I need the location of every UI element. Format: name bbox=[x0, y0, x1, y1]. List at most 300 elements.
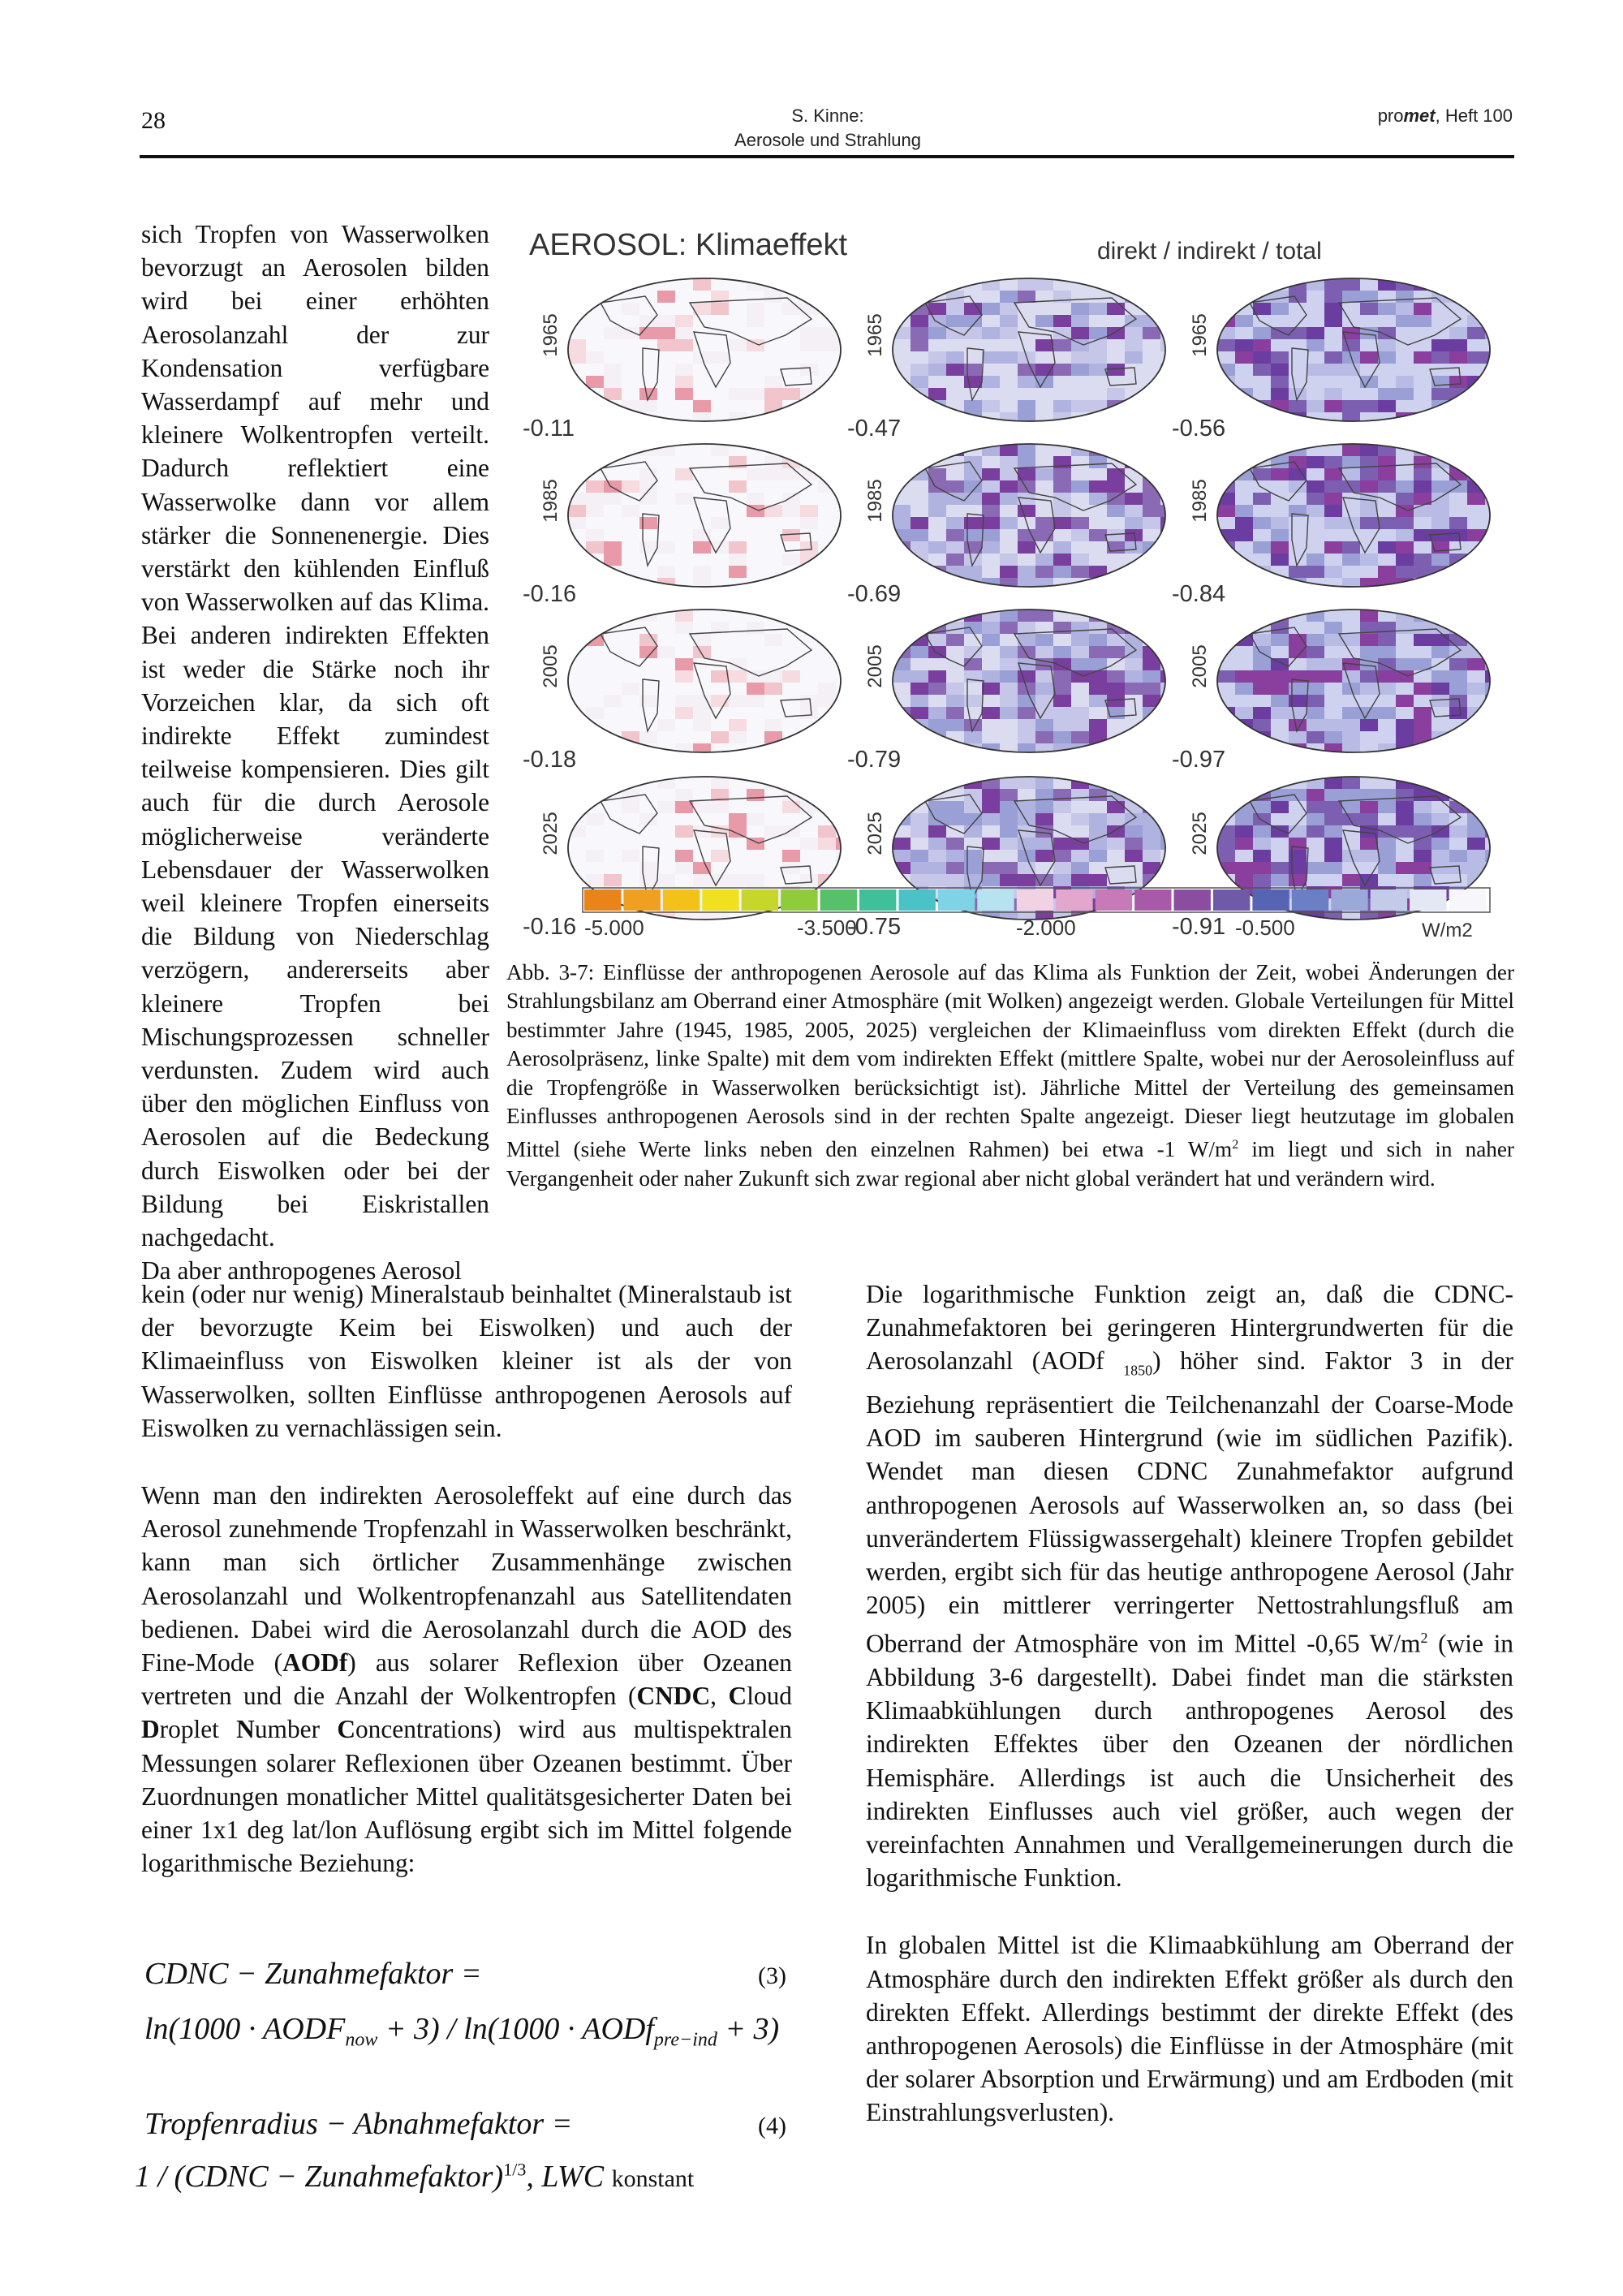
map-cell bbox=[893, 456, 911, 468]
map-cell bbox=[782, 801, 800, 813]
map-cell bbox=[1000, 670, 1018, 683]
map-cell bbox=[1217, 388, 1235, 400]
map-cell bbox=[800, 874, 818, 886]
map-cell bbox=[1089, 862, 1107, 874]
map-cell bbox=[782, 670, 800, 683]
map-cell bbox=[1018, 278, 1035, 291]
map-cell bbox=[1160, 777, 1178, 789]
map-cell bbox=[1160, 468, 1178, 480]
map-cell bbox=[1485, 468, 1503, 480]
map-cell bbox=[1235, 743, 1253, 756]
map-cell bbox=[1018, 291, 1035, 303]
map-cell bbox=[946, 707, 964, 719]
map-cell bbox=[946, 813, 964, 825]
map-cell bbox=[1485, 529, 1503, 541]
map-cell bbox=[1396, 541, 1414, 554]
map-cell bbox=[946, 412, 964, 424]
year-label: 1985 bbox=[1189, 479, 1211, 523]
map-cell bbox=[1143, 789, 1160, 801]
map-cell bbox=[568, 351, 586, 364]
map-cell bbox=[911, 541, 928, 554]
map-cell bbox=[1431, 339, 1449, 351]
map-cell bbox=[1089, 838, 1107, 850]
map-cell bbox=[1485, 554, 1503, 566]
map-cell bbox=[1143, 850, 1160, 862]
map-cell bbox=[1324, 683, 1342, 695]
map-cell bbox=[1143, 683, 1160, 695]
map-cell bbox=[800, 327, 818, 339]
map-cell bbox=[1107, 554, 1125, 566]
map-cell bbox=[1342, 707, 1360, 719]
map-cell bbox=[1107, 862, 1125, 874]
map-cell bbox=[1000, 622, 1018, 634]
map-cell bbox=[982, 315, 1000, 327]
map-cell bbox=[1035, 351, 1053, 364]
map-cell bbox=[982, 554, 1000, 566]
map-cell bbox=[1143, 456, 1160, 468]
map-cell bbox=[729, 670, 747, 683]
map-cell bbox=[1271, 480, 1289, 493]
map-cell bbox=[1431, 444, 1449, 456]
map-cell bbox=[1000, 862, 1018, 874]
map-cell bbox=[764, 456, 782, 468]
map-cell bbox=[1431, 315, 1449, 327]
map-cell bbox=[1360, 400, 1378, 412]
map-cell bbox=[1378, 505, 1396, 517]
map-cell bbox=[1414, 707, 1431, 719]
map-cell bbox=[1414, 695, 1431, 707]
map-cell bbox=[1396, 789, 1414, 801]
map-cell bbox=[1378, 388, 1396, 400]
map-cell bbox=[1378, 303, 1396, 315]
map-cell bbox=[911, 400, 928, 412]
map-cell bbox=[604, 743, 622, 756]
map-cell bbox=[1253, 327, 1271, 339]
map-cell bbox=[1467, 327, 1485, 339]
map-cell bbox=[911, 578, 928, 590]
map-cell bbox=[1378, 801, 1396, 813]
map-cell bbox=[1342, 388, 1360, 400]
equation-4-number: (4) bbox=[758, 2113, 786, 2139]
map-cell bbox=[1342, 670, 1360, 683]
map-cell bbox=[818, 554, 836, 566]
map-cell bbox=[982, 327, 1000, 339]
map-cell bbox=[946, 719, 964, 731]
colorbar-swatch bbox=[584, 890, 621, 911]
map-cell bbox=[604, 376, 622, 388]
map-cell bbox=[1143, 566, 1160, 578]
map-cell bbox=[1125, 695, 1143, 707]
map-cell bbox=[1160, 874, 1178, 886]
global-mean-value: -0.16 bbox=[523, 914, 577, 940]
map-cell bbox=[982, 456, 1000, 468]
map-cell bbox=[1431, 743, 1449, 756]
map-cell bbox=[1035, 303, 1053, 315]
map-cell bbox=[1307, 493, 1324, 505]
map-cell bbox=[1253, 850, 1271, 862]
map-cell bbox=[1324, 731, 1342, 743]
map-cell bbox=[1378, 634, 1396, 646]
map-cell bbox=[1125, 743, 1143, 756]
map-cell bbox=[1000, 707, 1018, 719]
map-cell bbox=[1125, 400, 1143, 412]
map-cell bbox=[911, 743, 928, 756]
eq-part: + 3) / ln(1000 · AODf bbox=[377, 2012, 654, 2046]
map-cell bbox=[1271, 670, 1289, 683]
map-cell bbox=[675, 364, 693, 376]
map-cell bbox=[1053, 303, 1071, 315]
map-cell bbox=[893, 801, 911, 813]
map-cell bbox=[1449, 578, 1467, 590]
equation-3-number: (3) bbox=[758, 1962, 786, 1989]
map-cell bbox=[1089, 541, 1107, 554]
eq-part: + 3) bbox=[717, 2012, 780, 2046]
map-cell bbox=[1342, 646, 1360, 658]
header-title: Aerosole und Strahlung bbox=[734, 130, 921, 150]
map-cell bbox=[800, 707, 818, 719]
map-cell bbox=[1071, 801, 1089, 813]
map-cell bbox=[911, 566, 928, 578]
map-cell bbox=[1035, 683, 1053, 695]
map-cell bbox=[1414, 683, 1431, 695]
map-cell bbox=[1449, 541, 1467, 554]
map-cell bbox=[639, 468, 657, 480]
map-cell bbox=[1324, 719, 1342, 731]
map-cell bbox=[982, 339, 1000, 351]
map-cell bbox=[675, 695, 693, 707]
map-cell bbox=[1449, 610, 1467, 622]
map-cell bbox=[1324, 862, 1342, 874]
map-cell bbox=[1324, 315, 1342, 327]
map-cell bbox=[764, 731, 782, 743]
map-cell bbox=[928, 658, 946, 670]
map-cell bbox=[1125, 707, 1143, 719]
map-cell bbox=[1071, 554, 1089, 566]
map-cell bbox=[1271, 578, 1289, 590]
map-cell bbox=[946, 670, 964, 683]
map-cell bbox=[782, 505, 800, 517]
map-cell bbox=[568, 731, 586, 743]
map-cell bbox=[1324, 529, 1342, 541]
map-cell bbox=[1035, 480, 1053, 493]
map-cell bbox=[1414, 517, 1431, 529]
map-cell bbox=[1467, 578, 1485, 590]
map-cell bbox=[1143, 278, 1160, 291]
colorbar-swatch bbox=[1331, 890, 1367, 911]
map-cell bbox=[836, 456, 854, 468]
map-cell bbox=[1035, 670, 1053, 683]
map-cell bbox=[1449, 838, 1467, 850]
map-cell bbox=[946, 801, 964, 813]
map-cell bbox=[818, 444, 836, 456]
map-cell bbox=[586, 529, 604, 541]
map-cell bbox=[729, 388, 747, 400]
map-cell bbox=[1324, 456, 1342, 468]
map-cell bbox=[1018, 874, 1035, 886]
map-cell bbox=[1217, 622, 1235, 634]
colorbar-swatch bbox=[663, 890, 700, 911]
map-cell bbox=[622, 480, 639, 493]
map-cell bbox=[1053, 554, 1071, 566]
map-cell bbox=[1467, 658, 1485, 670]
map-cell bbox=[1018, 813, 1035, 825]
map-cell bbox=[1053, 327, 1071, 339]
map-cell bbox=[1396, 480, 1414, 493]
map-cell bbox=[1449, 493, 1467, 505]
map-cell bbox=[1307, 291, 1324, 303]
map-cell bbox=[1307, 468, 1324, 480]
map-cell bbox=[1289, 801, 1307, 813]
map-cell bbox=[639, 517, 657, 529]
map-cell bbox=[675, 622, 693, 634]
map-cell bbox=[1018, 388, 1035, 400]
map-cell bbox=[1235, 456, 1253, 468]
map-cell bbox=[747, 388, 764, 400]
map-cell bbox=[711, 670, 729, 683]
map-cell bbox=[1143, 777, 1160, 789]
map-cell bbox=[1307, 719, 1324, 731]
map-cell bbox=[1160, 315, 1178, 327]
map-cell bbox=[1342, 566, 1360, 578]
colorbar-swatch bbox=[1449, 890, 1486, 911]
map-cell bbox=[1485, 456, 1503, 468]
map-cell bbox=[1485, 743, 1503, 756]
map-cell bbox=[1089, 364, 1107, 376]
map-cell bbox=[1431, 695, 1449, 707]
map-cell bbox=[1143, 838, 1160, 850]
map-cell bbox=[1107, 505, 1125, 517]
map-cell bbox=[1125, 339, 1143, 351]
map-cell bbox=[1000, 351, 1018, 364]
colorbar-tick-label: -2.000 bbox=[1016, 915, 1076, 940]
global-mean-value: -0.91 bbox=[1172, 914, 1226, 940]
map-cell bbox=[711, 444, 729, 456]
map-cell bbox=[911, 862, 928, 874]
map-cell bbox=[693, 862, 711, 874]
map-cell bbox=[1071, 825, 1089, 838]
map-cell bbox=[1396, 468, 1414, 480]
map-cell bbox=[1107, 303, 1125, 315]
map-cell bbox=[928, 862, 946, 874]
map-cell bbox=[1071, 634, 1089, 646]
map-cell bbox=[1271, 541, 1289, 554]
map-cell bbox=[911, 670, 928, 683]
map-cell bbox=[928, 777, 946, 789]
map-cell bbox=[764, 468, 782, 480]
map-cell bbox=[982, 838, 1000, 850]
map-cell bbox=[1071, 456, 1089, 468]
year-label: 2005 bbox=[1189, 644, 1211, 688]
map-cell bbox=[1253, 862, 1271, 874]
map-cell bbox=[586, 351, 604, 364]
map-cell bbox=[1378, 315, 1396, 327]
map-cell bbox=[836, 838, 854, 850]
map-cell bbox=[1396, 303, 1414, 315]
sup: 2 bbox=[1420, 1630, 1428, 1647]
map-cell bbox=[1396, 695, 1414, 707]
map-cell bbox=[729, 339, 747, 351]
colorbar-swatch bbox=[1056, 890, 1092, 911]
map-cell bbox=[928, 339, 946, 351]
map-cell bbox=[1089, 517, 1107, 529]
map-cell bbox=[586, 376, 604, 388]
map-cell bbox=[1467, 825, 1485, 838]
map-cell bbox=[1035, 850, 1053, 862]
map-cell bbox=[586, 444, 604, 456]
map-cell bbox=[1253, 777, 1271, 789]
map-cell bbox=[1107, 850, 1125, 862]
map-cell bbox=[1378, 554, 1396, 566]
map-cell bbox=[1000, 364, 1018, 376]
map-cell bbox=[800, 838, 818, 850]
global-mean-value: -0.97 bbox=[1172, 747, 1226, 773]
map-cell bbox=[1307, 303, 1324, 315]
map-cell bbox=[1160, 813, 1178, 825]
map-cell bbox=[1271, 444, 1289, 456]
map-cell bbox=[1089, 388, 1107, 400]
map-cell bbox=[1107, 517, 1125, 529]
map-cell bbox=[928, 554, 946, 566]
map-cell bbox=[893, 339, 911, 351]
map-cell bbox=[964, 731, 982, 743]
map-cell bbox=[1071, 480, 1089, 493]
map-cell bbox=[586, 400, 604, 412]
map-cell bbox=[1125, 541, 1143, 554]
map-cell bbox=[893, 719, 911, 731]
map-cell bbox=[693, 541, 711, 554]
map-cell bbox=[964, 566, 982, 578]
paragraph: kein (oder nur wenig) Mineralstaub beinhaltet (Mineralstaub ist der bevorzugte Keim bei Eiswolken) und auch der Klimaeinfluss von Eiswolken kleiner ist als der von Wasserwolken, sollten Einflüsse anthropogenen Aerosols auf Eiswolken zu vernachlässigen sein. bbox=[141, 1280, 792, 1442]
map-cell bbox=[982, 801, 1000, 813]
global-mean-value: -0.75 bbox=[847, 914, 902, 940]
map-cell bbox=[818, 291, 836, 303]
map-cell bbox=[1378, 825, 1396, 838]
map-cell bbox=[836, 339, 854, 351]
map-cell bbox=[1018, 412, 1035, 424]
map-cell bbox=[1125, 351, 1143, 364]
map-cell bbox=[1485, 412, 1503, 424]
map-cell bbox=[1271, 388, 1289, 400]
map-cell bbox=[1107, 444, 1125, 456]
map-cell bbox=[1449, 850, 1467, 862]
map-cell bbox=[729, 695, 747, 707]
map-cell bbox=[1160, 646, 1178, 658]
map-cell bbox=[1018, 646, 1035, 658]
map-cell bbox=[1089, 303, 1107, 315]
map-cell bbox=[657, 646, 675, 658]
map-cell bbox=[1289, 327, 1307, 339]
map-cell bbox=[911, 376, 928, 388]
map-cell bbox=[1324, 400, 1342, 412]
map-cell bbox=[1307, 480, 1324, 493]
map-cell bbox=[1089, 505, 1107, 517]
map-cell bbox=[1035, 777, 1053, 789]
map-cell bbox=[711, 303, 729, 315]
map-cell bbox=[693, 646, 711, 658]
figure-title: AEROSOL: Klimaeffekt bbox=[529, 228, 848, 262]
map-cell bbox=[1467, 554, 1485, 566]
map-cell bbox=[1107, 801, 1125, 813]
map-cell bbox=[1217, 400, 1235, 412]
map-cell bbox=[1035, 838, 1053, 850]
map-cell bbox=[622, 412, 639, 424]
map-cell bbox=[1235, 731, 1253, 743]
map-cell bbox=[764, 388, 782, 400]
caption-sup: 2 bbox=[1232, 1138, 1239, 1152]
map-cell bbox=[1125, 388, 1143, 400]
map-cell bbox=[622, 505, 639, 517]
map-cell bbox=[1253, 541, 1271, 554]
map-cell bbox=[1307, 789, 1324, 801]
map-cell bbox=[1271, 376, 1289, 388]
map-cell bbox=[1235, 493, 1253, 505]
term-cndc: CNDC bbox=[636, 1682, 711, 1711]
map-cell bbox=[982, 695, 1000, 707]
map-cell bbox=[1289, 412, 1307, 424]
map-cell bbox=[1053, 838, 1071, 850]
journal-emph: met bbox=[1403, 106, 1436, 126]
map-cell bbox=[1378, 862, 1396, 874]
map-cell bbox=[1217, 554, 1235, 566]
map-cell bbox=[1000, 517, 1018, 529]
map-cell bbox=[800, 364, 818, 376]
map-cell bbox=[964, 327, 982, 339]
map-cell bbox=[657, 719, 675, 731]
map-cell bbox=[893, 468, 911, 480]
map-cell bbox=[1089, 315, 1107, 327]
map-cell bbox=[604, 554, 622, 566]
map-cell bbox=[1018, 622, 1035, 634]
map-cell bbox=[1143, 400, 1160, 412]
map-cell bbox=[836, 278, 854, 291]
map-cell bbox=[1342, 731, 1360, 743]
map-cell bbox=[1035, 566, 1053, 578]
map-cell bbox=[1053, 695, 1071, 707]
map-cell bbox=[675, 850, 693, 862]
map-cell bbox=[1307, 351, 1324, 364]
map-cell bbox=[1449, 400, 1467, 412]
map-cell bbox=[1018, 554, 1035, 566]
map-cell bbox=[1307, 670, 1324, 683]
map-cell bbox=[1307, 541, 1324, 554]
map-cell bbox=[1307, 364, 1324, 376]
map-cell bbox=[1125, 777, 1143, 789]
map-cell bbox=[946, 743, 964, 756]
map-cell bbox=[657, 801, 675, 813]
map-cell bbox=[1485, 291, 1503, 303]
map-cell bbox=[1089, 578, 1107, 590]
map-cell bbox=[818, 838, 836, 850]
map-cell bbox=[586, 707, 604, 719]
map-cell bbox=[1143, 505, 1160, 517]
map-cell bbox=[1342, 291, 1360, 303]
colorbar-swatch bbox=[1174, 890, 1211, 911]
map-cell bbox=[1396, 400, 1414, 412]
map-cell bbox=[1324, 291, 1342, 303]
map-cell bbox=[1107, 777, 1125, 789]
map-cell bbox=[1000, 658, 1018, 670]
global-mean-value: -0.18 bbox=[523, 747, 577, 773]
map-cell bbox=[1053, 801, 1071, 813]
map-cell bbox=[1107, 658, 1125, 670]
map-cell bbox=[1307, 456, 1324, 468]
global-mean-value: -0.11 bbox=[523, 416, 575, 442]
map-cell bbox=[1160, 670, 1178, 683]
map-cell bbox=[1378, 339, 1396, 351]
map-cell bbox=[1071, 707, 1089, 719]
map-cell bbox=[1235, 315, 1253, 327]
map-cell bbox=[982, 862, 1000, 874]
